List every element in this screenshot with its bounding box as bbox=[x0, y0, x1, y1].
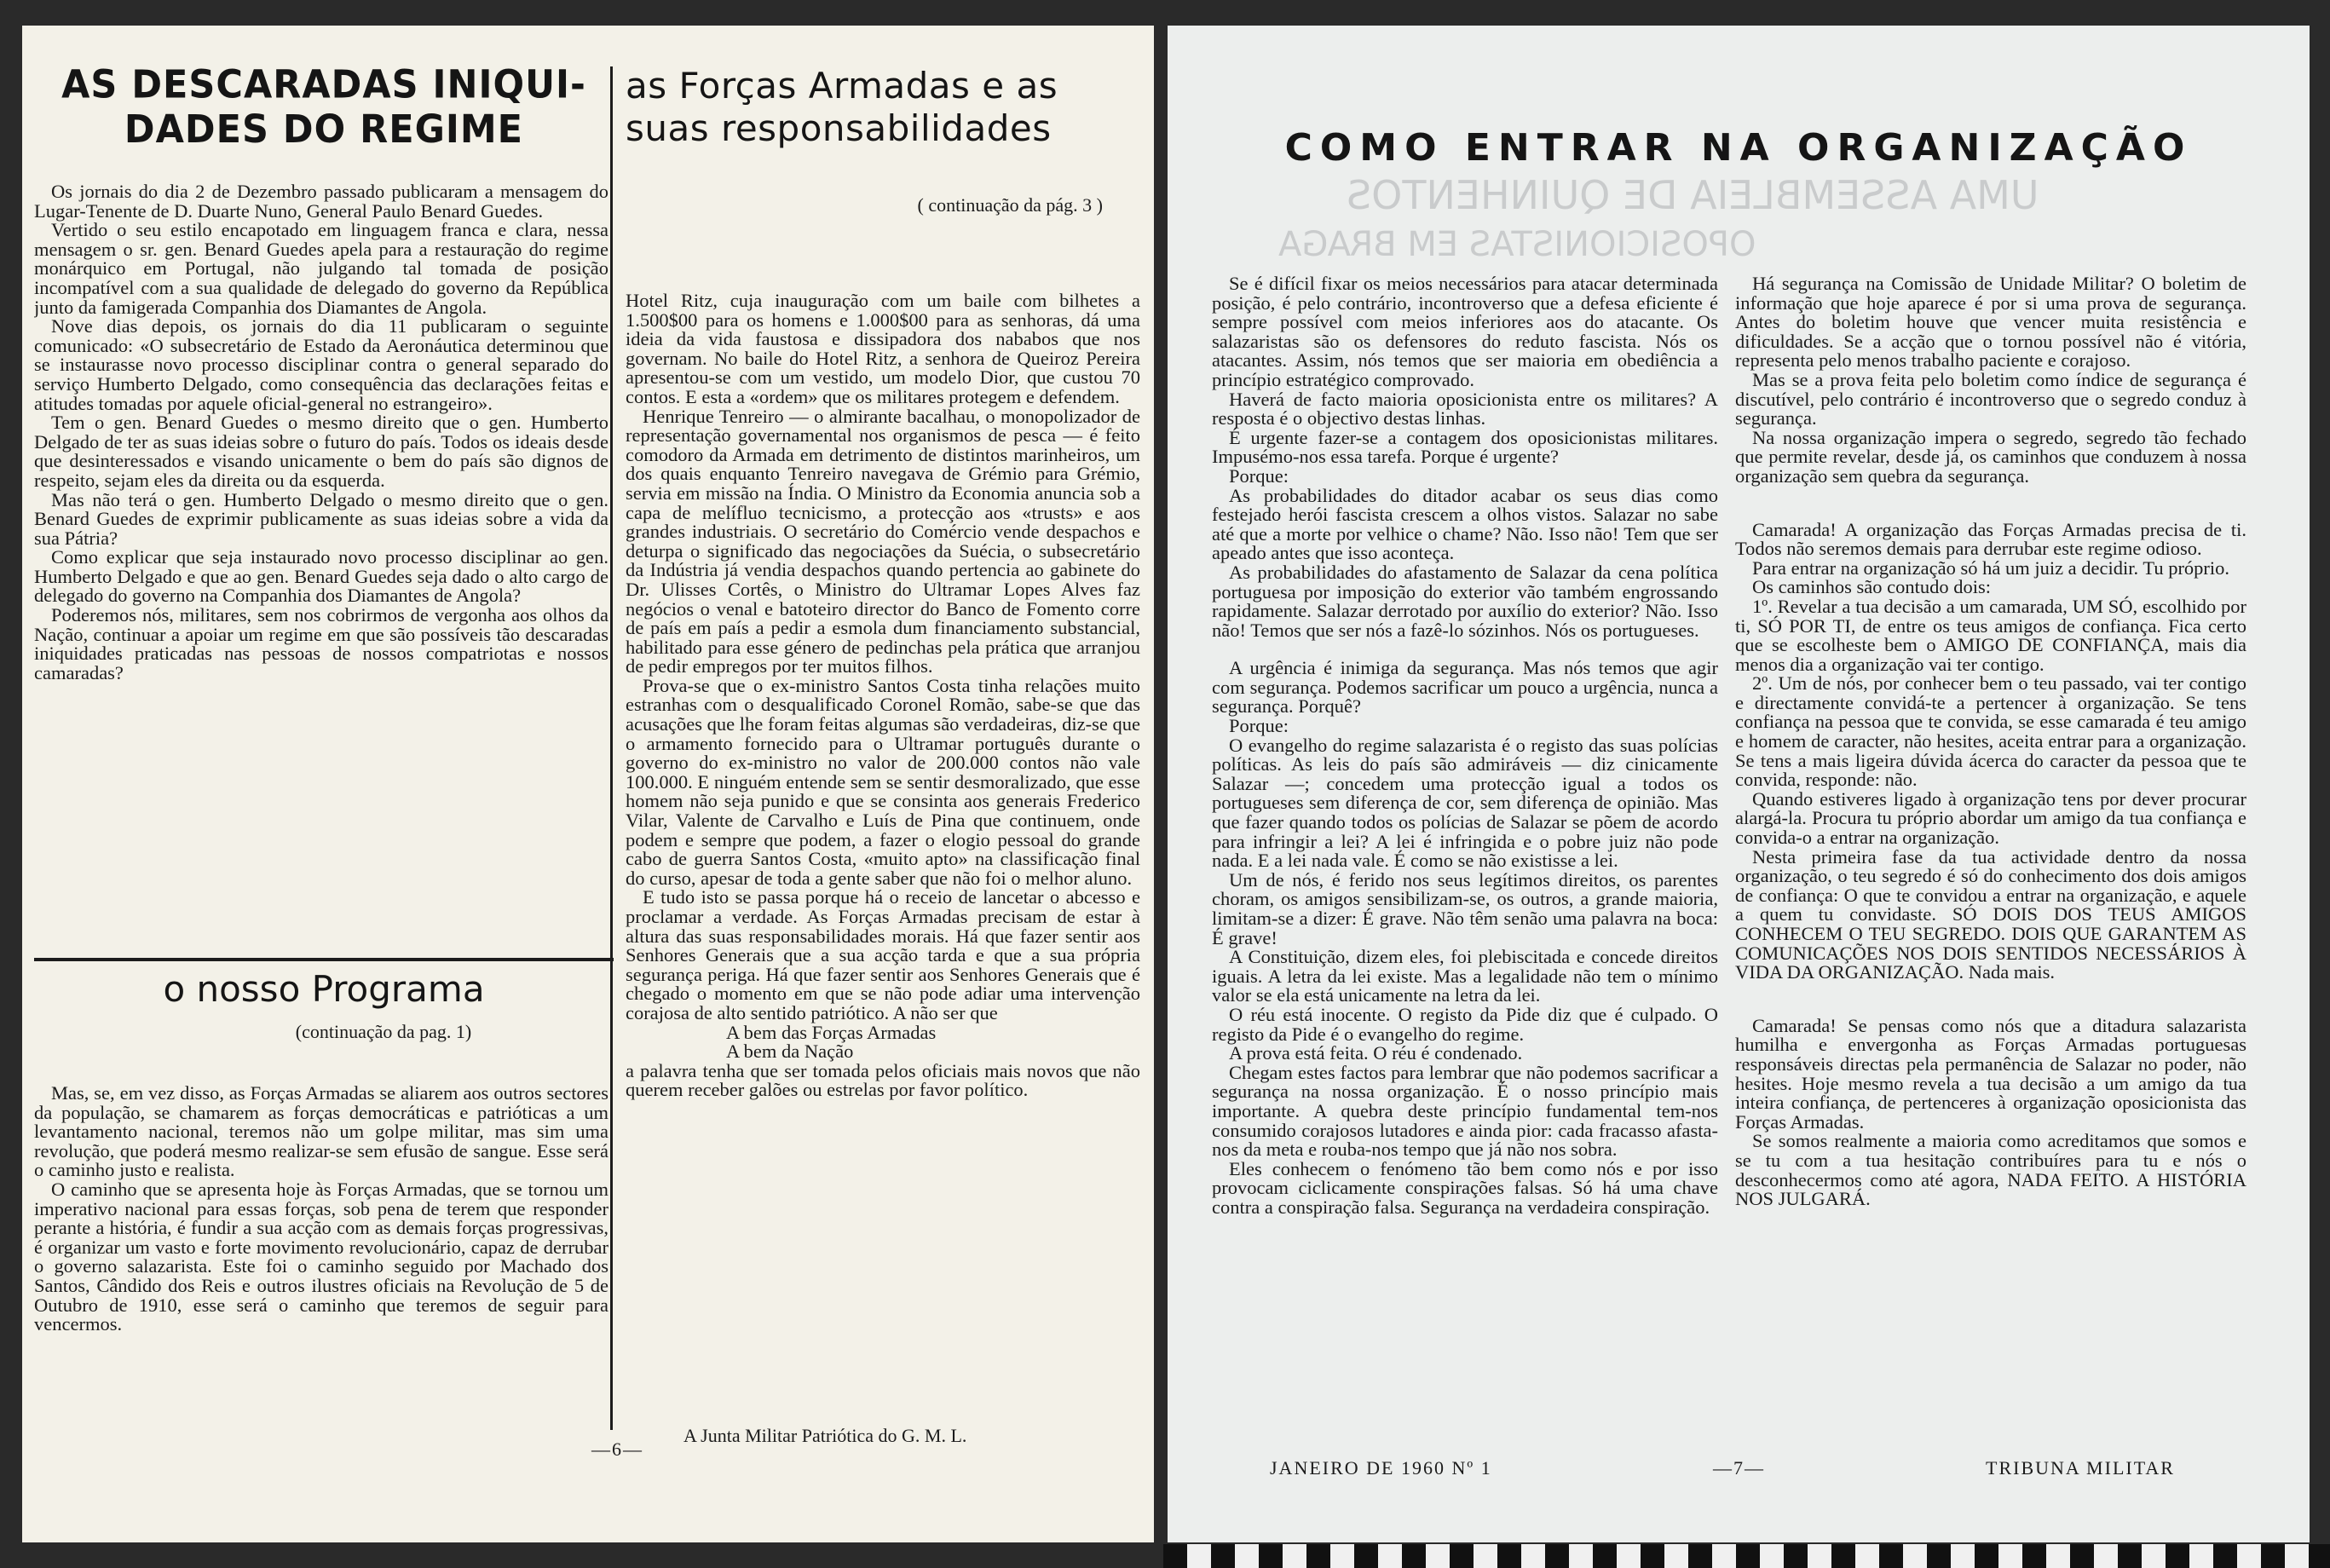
left-column-2 bbox=[626, 65, 1145, 1505]
paragraph: Chegam estes factos para lembrar que não podemos sacrificar a segurança na nossa organização. É o nosso princípio mais importante. A quebra deste princípio fundamental tem-nos consumido corajosos lutadores e ainda pior: cada fracasso afasta-nos da meta e rouba-nos tempo que já não nos sobra. bbox=[1212, 1061, 1718, 1161]
bleed-through-text: UMA ASSEMBLEIA DE QUINHENTOS bbox=[1347, 172, 2039, 218]
paragraph: Eles conhecem o fenómeno tão bem como nós e por isso provocam ciclicamente conspirações falsas. Só há uma chave contra a conspiração falsa. Segurança na verdadeira conspiração. bbox=[1212, 1157, 1718, 1218]
paragraph: 1º. Revelar a tua decisão a um camarada, UM SÓ, escolhido por ti, SÓ POR TI, de entre os teus amigos de confiança. Fica certo que se escolheste bem o AMIGO DE CONFIANÇA, mais dia menos dia a organização vai ter contigo. bbox=[1735, 595, 2246, 675]
paragraph: Tem o gen. Benard Guedes o mesmo direito que o gen. Humberto Delgado de ter as suas ideias sobre o futuro do país. Todos os ideais desde que desinteressados e visando unicamente o bem do país são dignos de respeito, sejam eles da direita ou da esquerda. bbox=[34, 412, 608, 491]
paragraph: O evangelho do regime salazarista é o registo das suas polícias políticas. As leis do país são admiráveis — diz cinicamente Salazar —; concedem uma protecção igual a todos os portugueses sem diferença de cor, sem diferença de opinião. Mas que fazer quando todos os polícias de Salazar se põem de acordo para infringir a lei? A lei é infringida e o pobre juiz não pode nada. E a lei nada vale. É como se não existisse a lei. bbox=[1212, 734, 1718, 872]
paragraph: Os jornais do dia 2 de Dezembro passado publicaram a mensagem do Lugar-Tenente de D. Duarte Nuno, General Paulo Benard Guedes. bbox=[34, 181, 608, 222]
paragraph: O réu está inocente. O registo da Pide diz que é culpado. O registo da Pide é o evangelho do regime. bbox=[1212, 1003, 1718, 1045]
article-title-como-entrar: COMO ENTRAR NA ORGANIZAÇÃO bbox=[1284, 126, 2193, 170]
article-body-iniquidades bbox=[34, 182, 608, 683]
continuation-note: (continuação da pag. 1) bbox=[295, 1021, 472, 1042]
issue-date: JANEIRO DE 1960 Nº 1 bbox=[1270, 1457, 1492, 1479]
signature: A Junta Militar Patriótica do G. M. L. bbox=[683, 1425, 967, 1446]
motto-line: A bem das Forças Armadas bbox=[726, 1021, 937, 1043]
paragraph: Porque: bbox=[1229, 715, 1289, 737]
paragraph: As probabilidades do afastamento de Salazar da cena política portuguesa por imposição do exterior vão também engrossando rapidamente. Salazar derrotado por auxílio do exterior? Não. Isso não! Temos que ser nós a fazê-lo sózinhos. Nós os portugueses. bbox=[1212, 561, 1718, 641]
paragraph: Nove dias depois, os jornais do dia 11 publicaram o seguinte comunicado: «O subsecretário de Estado da Aeronáutica determinou que se instaurasse novo processo disciplinar contra o general separado do serviço Humberto Delgado, como consequência das declarações feitas e atitudes tomadas por aquele oficial-general no estrangeiro». bbox=[34, 315, 608, 414]
paragraph: a palavra tenha que ser tomada pelos oficiais mais novos que não querem receber galões ou estrelas por favor político. bbox=[626, 1059, 1140, 1101]
paragraph: Mas, se, em vez disso, as Forças Armadas se aliarem aos outros sectores da população, se chamarem as forças democráticas e patrióticas a um levantamento nacional, teremos não um golpe militar, mas sim uma revolução, que poderá mesmo realizar-se sem efusão de sangue. Esse será o caminho justo e realista. bbox=[34, 1082, 608, 1181]
paragraph: Mas não terá o gen. Humberto Delgado o mesmo direito que o gen. Benard Guedes de exprimir publicamente as suas ideias sobre a vida da sua Pátria? bbox=[34, 488, 608, 549]
paragraph: Camarada! A organização das Forças Armadas precisa de ti. Todos não seremos demais para derrubar este regime odioso. bbox=[1735, 518, 2246, 560]
left-page bbox=[22, 26, 1154, 1542]
page-number: —6— bbox=[591, 1438, 643, 1460]
article-title-iniquidades: AS DESCARADAS INIQUI- DADES DO REGIME bbox=[61, 65, 586, 153]
article-body-programa bbox=[34, 1084, 608, 1335]
paragraph: A urgência é inimiga da segurança. Mas nós temos que agir com segurança. Podemos sacrificar um pouco a urgência, nunca a segurança. Porquê? bbox=[1212, 657, 1718, 718]
right-column-1 bbox=[1212, 274, 1718, 1467]
continuation-note: ( continuação da pág. 3 ) bbox=[917, 194, 1103, 216]
paragraph: É urgente fazer-se a contagem dos oposicionistas militares. Impusémo-nos essa tarefa. Porque é urgente? bbox=[1212, 426, 1718, 468]
paragraph: A Constituição, dizem eles, foi plebiscitada e concede direitos iguais. A letra da lei existe. Mas a legalidade não tem o mínimo valor se ela está unicamente na letra da lei. bbox=[1212, 946, 1718, 1006]
paragraph: Se é difícil fixar os meios necessários para atacar determinada posição, é pelo contrário, incontroverso que a defesa eficiente é sempre possível com meios inferiores aos do atacante. Os salazaristas são os defensores do reduto fascista. Nós os atacantes. Assim, nós temos que ser maioria em obediência a princípio estratégico comprovado. bbox=[1212, 274, 1718, 390]
paragraph: Hotel Ritz, cuja inauguração com um baile com bilhetes a 1.500$00 para os homens e 1.000$00 para as senhoras, dá uma ideia da vida faustosa e dissipadora dos nababos que nos governam. No baile do Hotel Ritz, a senhora de Queiroz Pereira apresentou-se com um vestido, um modelo Dior, que custou 70 contos. E esta a «ordem» que os militares protegem e defendem. bbox=[626, 290, 1140, 407]
paragraph: O caminho que se apresenta hoje às Forças Armadas, que se tornou um imperativo nacional para essas forças, sob pena de terem que responder perante a história, é fundir a sua acção com as demais forças progressivas, é organizar um vasto e forte movimento revolucionário, capaz de derrubar o governo salazarista. Este foi o caminho seguido por Machado dos Santos, Cândido dos Reis e outros ilustres oficiais na Revolução de 5 de Outubro de 1910, esse será o caminho que teremos de seguir para vencermos. bbox=[34, 1178, 608, 1335]
paragraph: 2º. Um de nós, por conhecer bem o teu passado, vai ter contigo e directamente convidá-te a pertencer à organização. Se tens confiança na pessoa que te convida, se esse camarada é teu amigo e homem de caracter, não hesites, aceita entrar para a organização. Se tens a mais ligeira dúvida ácerca do caracter da pessoa que te convida, responde: não. bbox=[1735, 672, 2246, 791]
paragraph: Para entrar na organização só há um juiz a decidir. Tu próprio. bbox=[1752, 556, 2230, 579]
page-number: —7— bbox=[1713, 1457, 1765, 1479]
paragraph: Como explicar que seja instaurado novo processo disciplinar ao gen. Humberto Delgado e que ao gen. Benard Guedes seja dado o alto cargo de delegado do governo na Companhia dos Diamantes de Angola? bbox=[34, 546, 608, 607]
paragraph: Na nossa organização impera o segredo, segredo tão fechado que permite revelar, desde já, os caminhos que conduzem à nossa organização sem quebra da segurança. bbox=[1735, 426, 2246, 487]
article-title-programa: o nosso Programa bbox=[163, 968, 485, 1010]
paragraph: Poderemos nós, militares, sem nos cobrirmos de vergonha aos olhos da Nação, continuar a apoiar um regime em que são possíveis tão descaradas iniquidades praticadas nas pessoas de nossos compatriotas e nossos camaradas? bbox=[34, 604, 608, 683]
scan-calibration-bar bbox=[1163, 1544, 2330, 1568]
paragraph: Os caminhos são contudo dois: bbox=[1752, 576, 1991, 598]
paragraph: Camarada! Se pensas como nós que a ditadura salazarista humilha e envergonha as Forças Armadas portuguesas responsáveis directas pela permanência de Salazar no poder, não hesites. Hoje mesmo revela a tua decisão a um amigo da tua inteira confiança, de pertenceres à organização oposicionista das Forças Armadas. bbox=[1735, 1014, 2246, 1133]
section-divider bbox=[34, 958, 614, 961]
paragraph: Um de nós, é ferido nos seus legítimos direitos, os parentes choram, os amigos sensibilizam-se, os outros, a grande maioria, limitam-se a dizer: É grave. Não têm senão uma palavra na boca: É grave! bbox=[1212, 868, 1718, 948]
publication-name: TRIBUNA MILITAR bbox=[1986, 1457, 2175, 1479]
paragraph: Prova-se que o ex-ministro Santos Costa tinha relações muito estranhas com o desqualificado Coronel Romão, sabe-se que das acusações que lhe foram feitas algumas são verdadeiras, diz-se que o armamento fornecido para o Ultramar português durante o governo do ex-ministro no valor de 200.000 contos não vale 100.000. E ninguém entende sem se sentir desmoralizado, que esse homem não seja punido e que se consinta aos generais Frederico Vilar, Valente de Carvalho e Luís de Pina que continuem, onde podem e sempre que podem, a fazer o elogio pessoal do grande cabo de guerra Santos Costa, «muito apto» na classificação final do curso, apesar de toda a gente saber que não foi o melhor aluno. bbox=[626, 674, 1140, 889]
paragraph: Quando estiveres ligado à organização tens por dever procurar alargá-la. Procura tu próprio abordar um amigo da tua confiança e convida-o a entrar na organização. bbox=[1735, 787, 2246, 849]
column-divider bbox=[610, 66, 613, 1430]
paragraph: Se somos realmente a maioria como acreditamos que somos e se tu com a tua hesitação contribuíres para tu e nós o desconhecermos como até agora, NADA FEITO. A HISTÓRIA NOS JULGARÁ. bbox=[1735, 1130, 2246, 1210]
motto-line: A bem da Nação bbox=[726, 1041, 854, 1063]
paragraph: Haverá de facto maioria oposicionista entre os militares? A resposta é o objectivo destas linhas. bbox=[1212, 388, 1718, 429]
right-page bbox=[1168, 26, 2310, 1542]
article-title-forcas-armadas: as Forças Armadas e as suas responsabilidades bbox=[626, 65, 1058, 149]
paragraph: Há segurança na Comissão de Unidade Militar? O boletim de informação que hoje aparece é por si uma prova de segurança. Antes do boletim houve que vencer muita resistência e dificuldades. Se a acção que o tornou possível não é vitória, representa pelo menos trabalho paciente e corajoso. bbox=[1735, 274, 2246, 372]
bleed-through-text: OPOSICIONISTAS EM BRAGA bbox=[1278, 225, 1756, 264]
paragraph: Nesta primeira fase da tua actividade dentro da nossa organização, o teu segredo é só do conhecimento dos dois amigos de confiança: O que te convidou a entrar na organização, e aquele a quem tu convidaste. SÓ DOIS DOS TEUS AMIGOS CONHECEM O TEU SEGREDO. DOIS QUE GARANTEM AS COMUNICAÇÕES NOS DOIS SENTIDOS NECESSÁRIOS À VIDA DA ORGANIZAÇÃO. Nada mais. bbox=[1735, 845, 2246, 983]
article-body-forcas-armadas bbox=[626, 291, 1140, 1100]
paragraph: E tudo isto se passa porque há o receio de lancetar o abcesso e proclamar a verdade. As Forças Armadas precisam de estar à altura das suas responsabilidades morais. Há que fazer sentir aos Senhores Generais que a sua acção tarda e que a sua própria segurança periga. Há que fazer sentir aos Senhores Generais que é chegado o momento em que se não pode adiar uma intervenção corajosa de alto sentido patriótico. A não ser que bbox=[626, 886, 1140, 1023]
left-column-1 bbox=[34, 65, 614, 1505]
paragraph: A prova está feita. O réu é condenado. bbox=[1229, 1042, 1523, 1064]
right-column-2 bbox=[1735, 274, 2246, 1467]
paragraph: Henrique Tenreiro — o almirante bacalhau, o monopolizador de representação governamental nos organismos de pesca — é feito comodoro da Armada em detrimento de distintos marinheiros, um dos quais enquanto Tenreiro navegava de Grémio para Grémio, servia em missão na Índia. O Ministro da Economia anuncia sob a capa de melífluo tecnicismo, a protecção aos «trusts» e aos grandes industriais. O secretário do Comércio vende despachos e deturpa o significado das negociações da Suécia, o subsecretário da Indústria já vendia despachos quando pertencia ao gabinete do Dr. Ulisses Cortês, o Ministro do Ultramar Lopes Alves faz negócios o venal e batoteiro director do Banco de Fomento corre de país em país a pedir a esmola dum financiamento substancial, habilitado para esse género de pedinchas pela prática que arranjou de pedir empregos por ter muitos filhos. bbox=[626, 405, 1140, 677]
paragraph: Mas se a prova feita pelo boletim como índice de segurança é discutível, pelo contrário é incontroverso que o segredo conduz à segurança. bbox=[1735, 368, 2246, 429]
paragraph: Vertido o seu estilo encapotado em linguagem franca e clara, nessa mensagem o sr. gen. Benard Guedes apela para a restauração do regime monárquico em Portugal, não julgando tal tomada de posição incompatível com a sua qualidade de delegado do governo da República junto da famigerada Companhia dos Diamantes de Angola. bbox=[34, 219, 608, 318]
paragraph: Porque: bbox=[1229, 464, 1289, 487]
paragraph: As probabilidades do ditador acabar os seus dias como festejado herói fascista crescem a olhos vistos. Salazar no sabe até que a morte por velhice o chame? Não. Isso não! Tem que ser apeado antes que isso aconteça. bbox=[1212, 484, 1718, 564]
